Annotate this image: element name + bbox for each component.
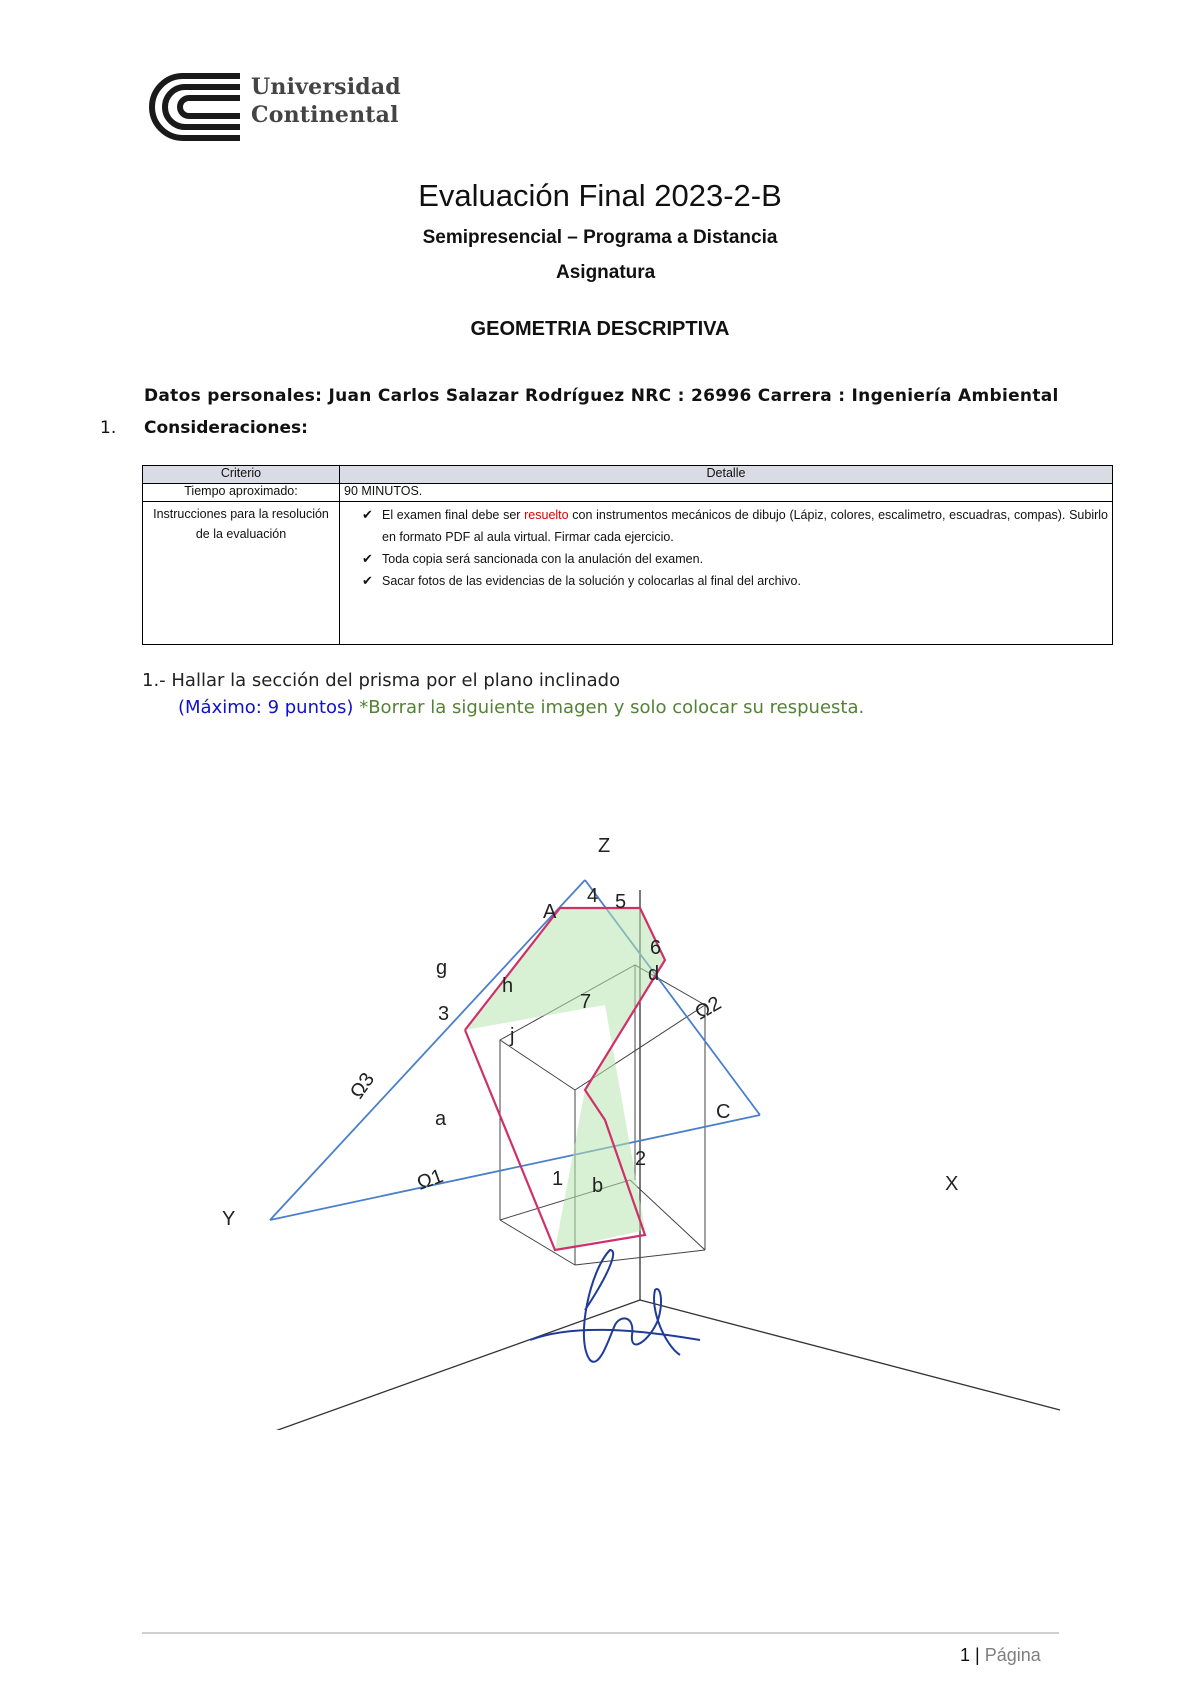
footer-separator: | — [975, 1645, 980, 1665]
label-j: j — [510, 1025, 515, 1047]
signature-drawing — [530, 1250, 700, 1362]
time-value: 90 MINUTOS. — [340, 484, 1113, 502]
header-criterio: Criterio — [143, 466, 340, 484]
page-word: Página — [984, 1645, 1041, 1665]
label-2: 2 — [635, 1148, 647, 1170]
checkmark-icon: ✔ — [362, 573, 373, 588]
label-b: b — [592, 1175, 604, 1197]
item-highlight: resuelto — [524, 508, 569, 522]
checkmark-icon: ✔ — [362, 551, 373, 566]
prism-edge — [500, 1040, 575, 1090]
exam-title: Evaluación Final 2023-2-B — [418, 178, 782, 213]
item-text: Sacar fotos de las evidencias de la solución y colocarlas al final del archivo. — [382, 574, 801, 588]
label-a: a — [435, 1108, 447, 1130]
label-q3: Ω3 — [346, 1068, 380, 1103]
section-heading — [100, 418, 308, 438]
page-number: 1 — [960, 1645, 971, 1665]
subject-label: Asignatura — [556, 262, 656, 283]
list-item — [362, 548, 1108, 570]
item-text: Toda copia será sancionada con la anulación del examen. — [382, 552, 704, 566]
x-axis — [640, 1300, 1060, 1410]
label-A: A — [543, 901, 557, 923]
label-d: d — [648, 963, 660, 985]
logo-text-line1: Universidad — [251, 74, 401, 100]
label-1: 1 — [552, 1168, 564, 1190]
question-1-text: 1.- Hallar la sección del prisma por el plano inclinado — [142, 670, 621, 691]
signature-stroke — [584, 1250, 680, 1362]
label-c: C — [716, 1101, 731, 1123]
university-logo — [145, 72, 405, 142]
checkmark-icon: ✔ — [362, 507, 373, 522]
label-y: Y — [222, 1208, 236, 1230]
list-item — [362, 504, 1108, 548]
trace-q1 — [270, 1115, 760, 1220]
label-x: X — [945, 1173, 959, 1195]
criteria-table — [142, 465, 1113, 645]
section-number: 1. — [100, 418, 117, 438]
section-title: Consideraciones: — [144, 418, 308, 438]
table-row — [143, 502, 1113, 645]
course-name: GEOMETRIA DESCRIPTIVA — [470, 318, 730, 340]
label-7: 7 — [580, 991, 592, 1013]
instructions-cell — [340, 502, 1113, 645]
question-1-meta — [178, 697, 864, 718]
item-text-cont: con instrumentos mecánicos de dibujo (Lápiz, colores, escalimetro, escuadras, compas). Subirlo en formato PDF al aula virtual. Firmar cada ejercicio. — [382, 508, 1108, 544]
page-footer — [960, 1645, 1041, 1666]
list-item — [362, 570, 1108, 592]
modality-subtitle: Semipresencial – Programa a Distancia — [422, 227, 778, 248]
label-4: 4 — [587, 885, 599, 907]
question-points: (Máximo: 9 puntos) — [178, 697, 354, 718]
label-q1: Ω1 — [414, 1165, 447, 1195]
label-q2: Ω2 — [691, 992, 726, 1025]
time-label: Tiempo aproximado: — [143, 484, 340, 502]
label-g: g — [436, 957, 448, 979]
instructions-label: Instrucciones para la resolución de la evaluación — [143, 502, 340, 645]
label-3: 3 — [438, 1003, 450, 1025]
geometry-drawing — [180, 780, 1080, 1430]
label-6: 6 — [650, 937, 662, 959]
question-note: *Borrar la siguiente imagen y solo colocar su respuesta. — [359, 697, 865, 718]
header-detalle: Detalle — [340, 466, 1113, 484]
personal-data: Datos personales: Juan Carlos Salazar Rodríguez NRC : 26996 Carrera : Ingeniería Ambiental — [144, 386, 1059, 406]
footer-divider — [142, 1632, 1059, 1634]
table-row — [143, 484, 1113, 502]
label-z: Z — [598, 835, 611, 857]
y-axis — [250, 1300, 640, 1430]
instructions-list — [344, 504, 1108, 592]
label-5: 5 — [615, 891, 627, 913]
logo-text-line2: Continental — [251, 102, 399, 128]
signature-stroke — [530, 1330, 700, 1340]
logo-emblem-icon — [145, 72, 245, 142]
item-text: El examen final debe ser — [382, 508, 525, 522]
label-h: h — [502, 975, 514, 997]
